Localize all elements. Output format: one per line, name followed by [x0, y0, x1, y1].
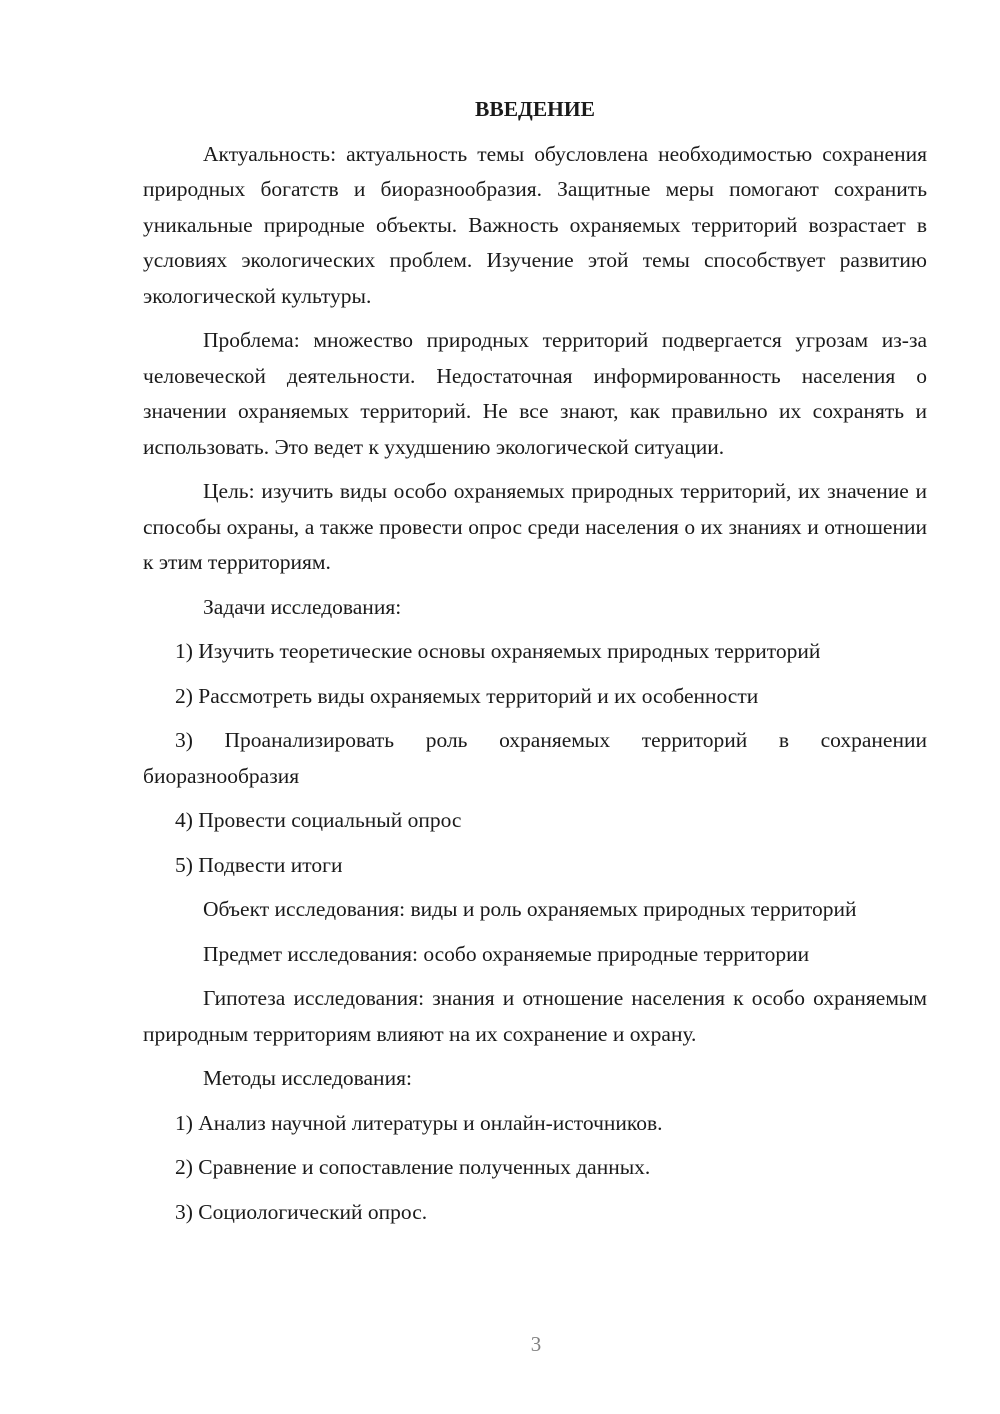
- task-item-2: 2) Рассмотреть виды охраняемых территорий и их особенности: [175, 683, 759, 708]
- relevance-paragraph: Актуальность: актуальность темы обусловлена необходимостью сохранения природных богатств и биоразнообразия. Защитные меры помогают сохранить уникальные природные объекты. Важность охраняемых территорий возрастает в условиях экологических проблем. Изучение этой темы способствует развитию экологической культуры.: [143, 141, 927, 308]
- hypothesis-paragraph: Гипотеза исследования: знания и отношение населения к особо охраняемым природным территориям влияют на их сохранение и охрану.: [143, 986, 927, 1046]
- tasks-heading: Задачи исследования:: [203, 594, 402, 619]
- methods-heading: Методы исследования:: [203, 1066, 412, 1090]
- method-item-2: 2) Сравнение и сопоставление полученных данных.: [175, 1155, 651, 1179]
- goal-paragraph: Цель: изучить виды особо охраняемых природных территорий, их значение и способы охраны, а также провести опрос среди населения о их знаниях и отношении к этим территориям.: [143, 479, 927, 574]
- page-number: 3: [530, 1332, 542, 1356]
- page-content: [143, 92, 927, 1239]
- task-item-4: 4) Провести социальный опрос: [175, 808, 462, 832]
- method-item-1: 1) Анализ научной литературы и онлайн-источников.: [175, 1110, 663, 1135]
- section-title: ВВЕДЕНИЕ: [475, 97, 595, 121]
- method-item-3: 3) Социологический опрос.: [175, 1199, 428, 1224]
- object-paragraph: Объект исследования: виды и роль охраняемых природных территорий: [203, 897, 857, 921]
- subject-paragraph: Предмет исследования: особо охраняемые природные территории: [203, 941, 810, 966]
- problem-paragraph: Проблема: множество природных территорий подвергается угрозам из-за человеческой деятельности. Недостаточная информированность населения о значении охраняемых территорий. Не все знают, как правильно их сохранять и использовать. Это ведет к ухудшению экологической ситуации.: [143, 328, 927, 459]
- task-item-3: 3) Проанализировать роль охраняемых территорий в сохранении биоразнообразия: [143, 728, 927, 788]
- task-item-1: 1) Изучить теоретические основы охраняемых природных территорий: [175, 639, 821, 663]
- task-item-5: 5) Подвести итоги: [175, 852, 343, 877]
